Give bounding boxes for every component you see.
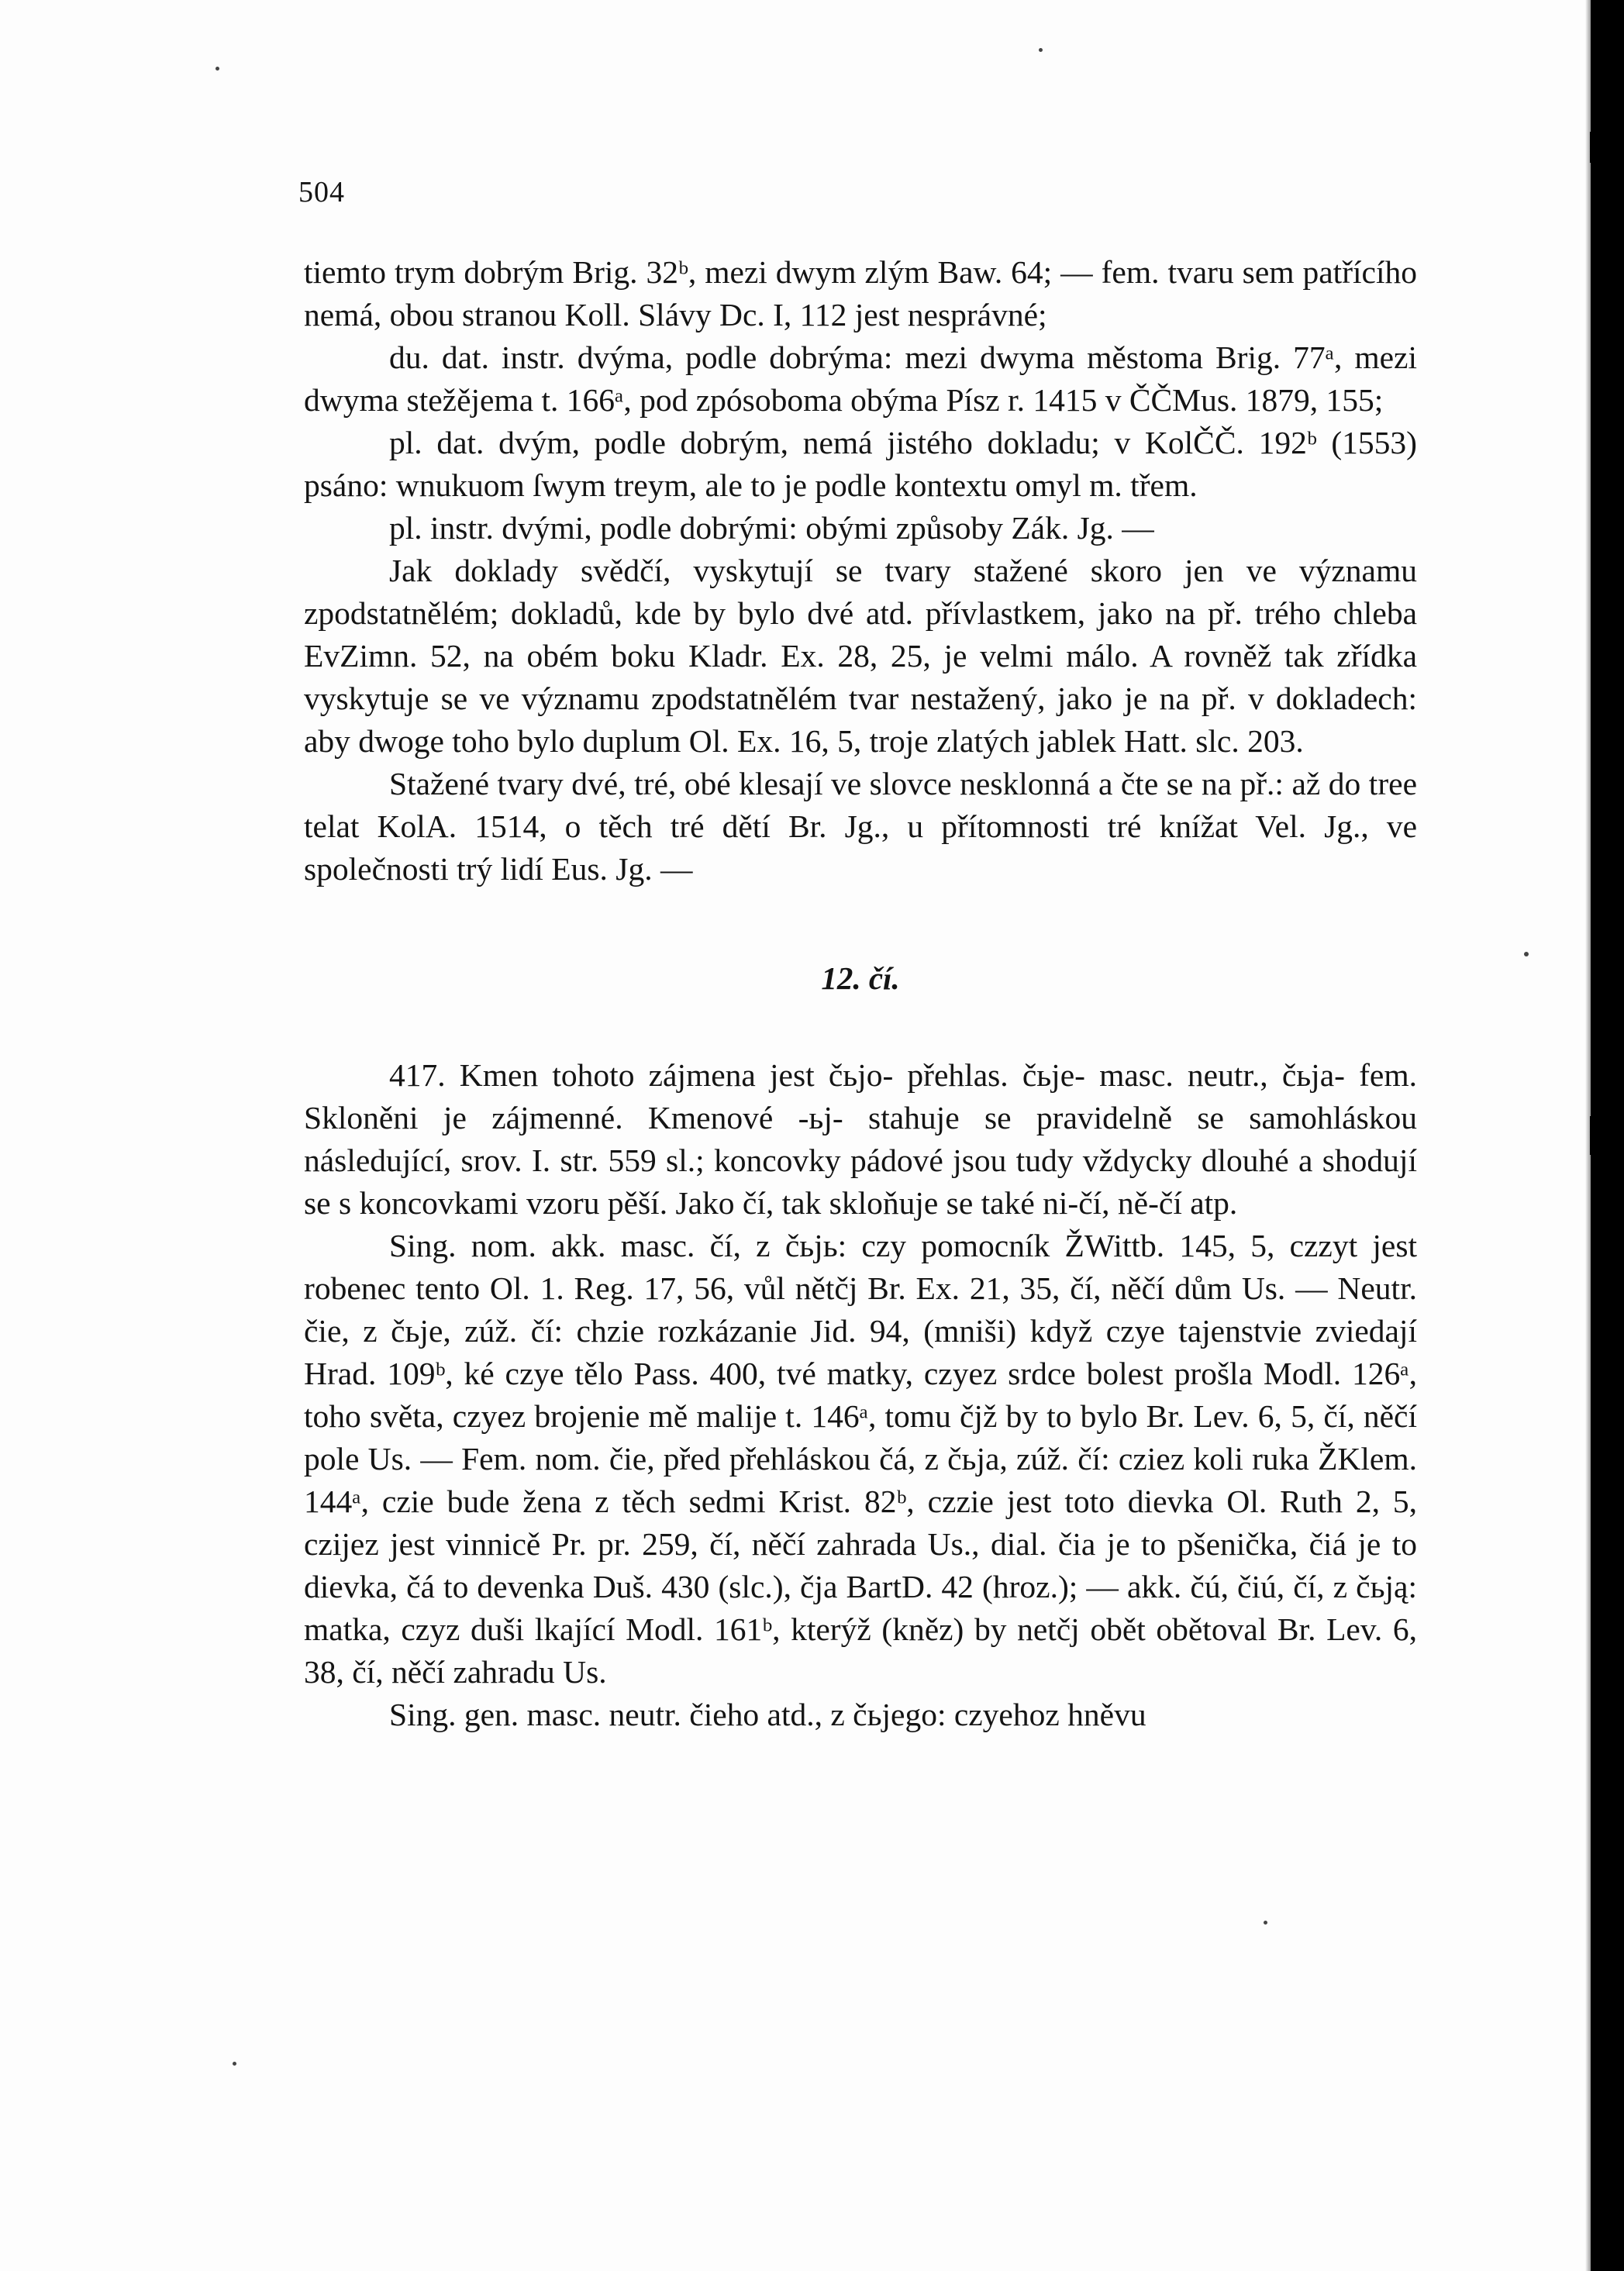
paragraph: Jak doklady svědčí, vyskytují se tvary stažené skoro jen ve významu zpodstatnělém; dokladů, kde by bylo dvé atd. přívlastkem, jako na př. trého chleba EvZimn. 52, na obém boku Kladr. Ex. 28, 25, je velmi málo. A rovněž tak zřídka vyskytuje se ve významu zpodstatnělém tvar nestažený, jako je na př. v dokladech: aby dwoge toho bylo duplum Ol. Ex. 16, 5, troje zlatých jablek Hatt. slc. 203.: [304, 553, 1417, 759]
paragraph: du. dat. instr. dvýma, podle dobrýma: mezi dwyma městoma Brig. 77ᵃ, mezi dwyma stežějema t. 166ᵃ, pod zpósoboma obýma Písz r. 1415 v ČČMus. 1879, 155;: [304, 339, 1417, 418]
scan-speck: [233, 2062, 236, 2066]
paragraph: 417. Kmen tohoto zájmena jest čьjo- přehlas. čьje- masc. neutr., čьja- fem. Skloněni je zájmenné. Kmenové -ьj- stahuje se pravidelně se samohláskou následující, srov. I. str. 559 sl.; koncovky pádové jsou tudy vždycky dlouhé a shodují se s koncovkami vzoru pěší. Jako čí, tak skloňuje se také ni-čí, ně-čí atp.: [304, 1057, 1417, 1221]
paragraph: pl. instr. dvými, podle dobrými: obými způsoby Zák. Jg. —: [389, 510, 1154, 546]
paragraph: Sing. gen. masc. neutr. čieho atd., z čьjego: czyehoz hněvu: [389, 1697, 1146, 1732]
paragraph: tiemto trym dobrým Brig. 32ᵇ, mezi dwym zlým Baw. 64; — fem. tvaru sem patřícího nemá, obou stranou Koll. Slávy Dc. I, 112 jest nesprávné;: [304, 254, 1417, 333]
scan-speck: [215, 67, 219, 71]
page-number: 504: [298, 176, 345, 208]
edge-mark: [1590, 1116, 1601, 1155]
paragraph: Stažené tvary dvé, tré, obé klesají ve slovce nesklonná a čte se na př.: až do tree telat KolA. 1514, o těch tré dětí Br. Jg., u přítomnosti tré knížat Vel. Jg., ve společnosti trý lidí Eus. Jg. —: [304, 766, 1417, 887]
paragraph: Sing. nom. akk. masc. čí, z čьjь: czy pomocník ŽWittb. 145, 5, czzyt jest robenec tento Ol. 1. Reg. 17, 56, vůl nětčj Br. Ex. 21, 35, čí, něčí dům Us. — Neutr. čie, z čьje, zúž. čí: chzie rozkázanie Jid. 94, (mniši) když czye tajenstvie zviedají Hrad. 109ᵇ, ké czye tělo Pass. 400, tvé matky, czyez srdce bolest prošla Modl. 126ᵃ, toho světa, czyez brojenie mě malije t. 146ᵃ, tomu čjž by to bylo Br. Lev. 6, 5, čí, něčí pole Us. — Fem. nom. čie, před přehláskou čá, z čьja, zúž. čí: cziez koli ruka ŽKlem. 144ᵃ, czie bude žena z těch sedmi Krist. 82ᵇ, czzie jest toto dievka Ol. Ruth 2, 5, czijez jest vinnicě Pr. pr. 259, čí, něčí zahrada Us., dial. čia je to pšenička, čiá je to dievka, čá to devenka Duš. 430 (slc.), čja BartD. 42 (hroz.); — akk. čú, čiú, čí, z čьją: matka, czyz duši lkající Modl. 161ᵇ, kterýž (kněz) by netčj obět obětoval Br. Lev. 6, 38, čí, něčí zahradu Us.: [304, 1228, 1417, 1690]
scan-speck: [1524, 952, 1529, 956]
scan-speck: [1264, 1921, 1267, 1925]
section-heading: 12. čí.: [821, 960, 900, 996]
scan-speck: [1039, 48, 1043, 52]
text-block: [304, 251, 1417, 1736]
edge-mark: [1590, 132, 1601, 163]
paragraph: pl. dat. dvým, podle dobrým, nemá jistého dokladu; v KolČČ. 192ᵇ (1553) psáno: wnukuom ſwym treym, ale to je podle kontextu omyl m. třem.: [304, 425, 1417, 503]
